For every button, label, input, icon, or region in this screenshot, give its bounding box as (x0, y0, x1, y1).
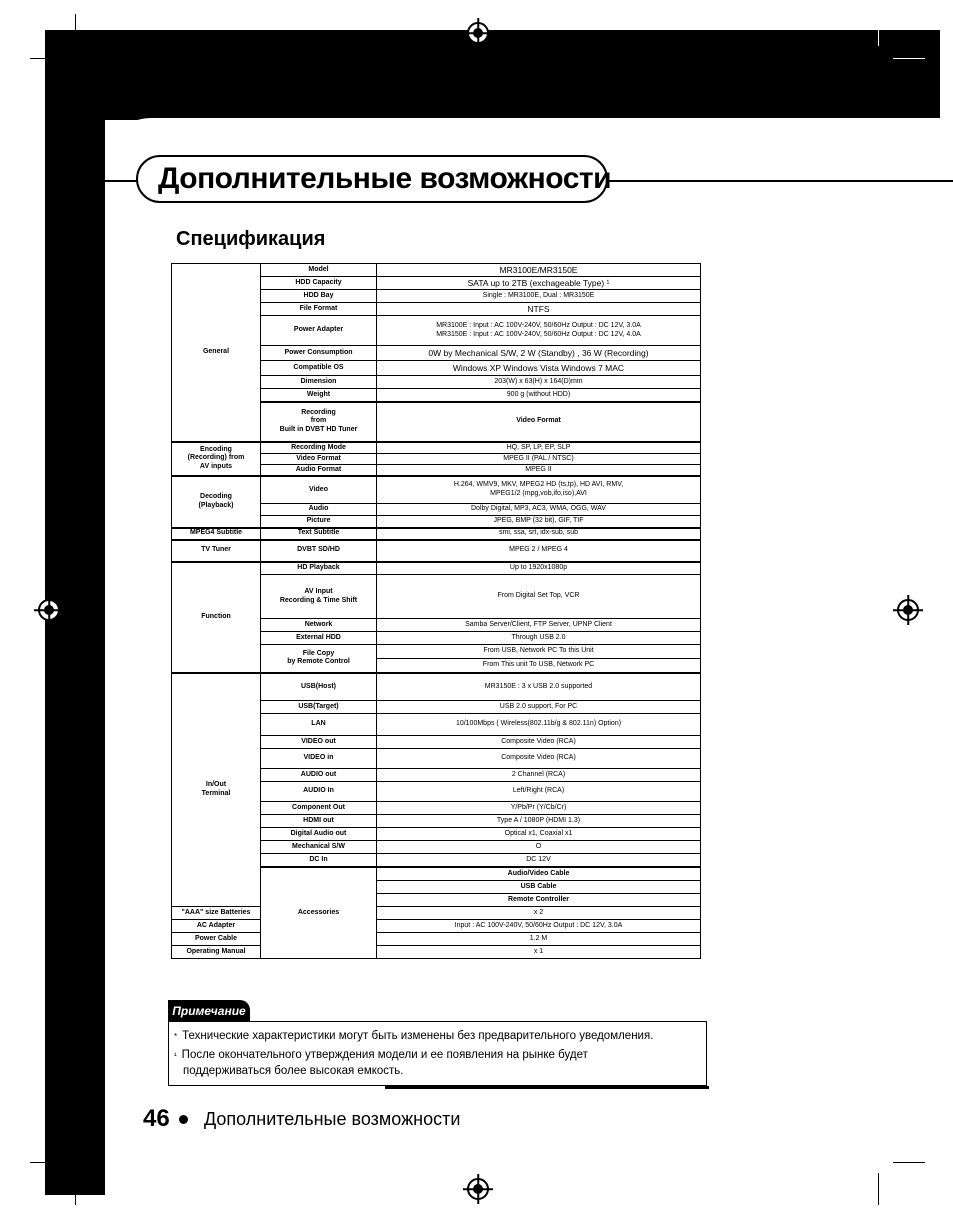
value-cell: SATA up to 2TB (exchageable Type) ¹ (377, 277, 701, 290)
table-row (172, 920, 701, 933)
value-cell: 900 g (without HDD) (377, 389, 701, 402)
item-cell: Power Consumption (261, 346, 377, 361)
crop-mark (75, 14, 76, 46)
page-title: Дополнительные возможности (158, 162, 612, 195)
item-cell: Picture (261, 516, 377, 528)
note-line-2 (174, 1048, 588, 1063)
item-cell: Audio (261, 504, 377, 516)
crop-mark (893, 58, 925, 59)
value-cell: JPEG, BMP (32 bit), GIF, TIF (377, 516, 701, 528)
value-cell: Single : MR3100E, Dual : MR3150E (377, 290, 701, 303)
item-cell: Power Adapter (261, 316, 377, 346)
footnote-mark: ¹ (174, 1051, 177, 1060)
note-line-3 (183, 1064, 404, 1079)
category-cell: Accessories (261, 867, 377, 959)
value-cell: MR3150E : 3 x USB 2.0 supported (377, 673, 701, 701)
value-cell: DC 12V (377, 854, 701, 867)
value-cell: MPEG II (377, 465, 701, 476)
item-cell: USB(Target) (261, 701, 377, 714)
item-cell: Model (261, 264, 377, 277)
specification-table (171, 263, 701, 959)
value-cell: Dolby Digital, MP3, AC3, WMA, OGG, WAV (377, 504, 701, 516)
value-cell: x 1 (377, 946, 701, 959)
item-cell: VIDEO out (261, 736, 377, 749)
value-cell: 2 Channel (RCA) (377, 769, 701, 782)
value-cell: Composite Video (RCA) (377, 736, 701, 749)
registration-mark-icon (467, 22, 489, 44)
value-cell: Through USB 2.0 (377, 632, 701, 645)
item-cell: Digital Audio out (261, 828, 377, 841)
value-cell: H.264, WMV9, MKV, MPEG2 HD (ts,tp), HD AVI, RMV, MPEG1/2 (mpg,vob,ifo,iso),AVI (377, 476, 701, 504)
category-cell: Function (172, 562, 261, 673)
item-cell: Power Cable (172, 933, 261, 946)
item-cell: Video (261, 476, 377, 504)
item-cell: Mechanical S/W (261, 841, 377, 854)
page-number: 46 (143, 1105, 170, 1132)
table-row (172, 442, 701, 454)
item-cell: AUDIO out (261, 769, 377, 782)
value-cell: From Digital Set Top, VCR (377, 575, 701, 619)
category-cell: Encoding (Recording) from AV inputs (172, 442, 261, 476)
value-cell: O (377, 841, 701, 854)
category-cell: Recording from Built in DVBT HD Tuner (261, 402, 377, 442)
bullet-icon (179, 1115, 188, 1124)
value-cell: Input : AC 100V-240V, 50/60Hz Output : DC 12V, 3.0A (377, 920, 701, 933)
category-cell: Decoding (Playback) (172, 476, 261, 528)
value-cell: 1.2 M (377, 933, 701, 946)
value-cell: x 2 (377, 907, 701, 920)
value-cell: 0W by Mechanical S/W, 2 W (Standby) , 36 W (Recording) (377, 346, 701, 361)
value-cell: MPEG II (PAL / NTSC) (377, 454, 701, 465)
crop-mark (893, 1162, 925, 1163)
value-cell: MPEG 2 / MPEG 4 (377, 540, 701, 562)
item-cell: Video Format (377, 402, 701, 442)
item-cell: LAN (261, 714, 377, 736)
title-rule (105, 180, 137, 182)
value-cell: Left/Right (RCA) (377, 782, 701, 802)
category-cell: General (172, 264, 261, 442)
value-cell: 10/100Mbps ( Wireless(802.11b/g & 802.11n) Option) (377, 714, 701, 736)
item-cell: Audio/Video Cable (377, 867, 701, 881)
value-cell: HQ, SP, LP, EP, SLP (377, 442, 701, 454)
footer-section-label: Дополнительные возможности (204, 1109, 461, 1129)
value-cell: MR3100E : Input : AC 100V-240V, 50/60Hz Output : DC 12V, 3.0A MR3150E : Input : AC 100V-240V, 50/60Hz Output : DC 12V, 4.0A (377, 316, 701, 346)
table-row (172, 907, 701, 920)
value-cell: From This unit To USB, Network PC (377, 659, 701, 673)
value-cell: Y/Pb/Pr (Y/Cb/Cr) (377, 802, 701, 815)
item-cell: Dimension (261, 376, 377, 389)
item-cell: DVBT SD/HD (261, 540, 377, 562)
value-cell: smi, ssa, srt, idx-sub, sub (377, 528, 701, 540)
item-cell: Compatible OS (261, 361, 377, 376)
item-cell: AC Adapter (172, 920, 261, 933)
crop-mark (75, 1173, 76, 1205)
note-text: Технические характеристики могут быть изменены без предварительного уведомления. (182, 1030, 654, 1042)
category-cell: TV Tuner (172, 540, 261, 562)
asterisk-mark: * (174, 1032, 178, 1041)
item-cell: HDD Capacity (261, 277, 377, 290)
table-row (172, 562, 701, 575)
item-cell: USB Cable (377, 881, 701, 894)
value-cell: NTFS (377, 303, 701, 316)
crop-mark (878, 14, 879, 46)
item-cell: USB(Host) (261, 673, 377, 701)
table-row (172, 264, 701, 277)
item-cell: Weight (261, 389, 377, 402)
section-heading: Спецификация (176, 228, 326, 250)
item-cell: AUDIO In (261, 782, 377, 802)
title-rule (608, 180, 953, 182)
item-cell: AV Input Recording & Time Shift (261, 575, 377, 619)
table-row (172, 540, 701, 562)
crop-mark (878, 1173, 879, 1205)
item-cell: File Copy by Remote Control (261, 645, 377, 673)
table-row (172, 476, 701, 504)
value-cell: From USB, Network PC To this Unit (377, 645, 701, 659)
item-cell: File Format (261, 303, 377, 316)
registration-mark-icon (38, 599, 60, 621)
note-label: Примечание (168, 1000, 250, 1022)
table-row (172, 933, 701, 946)
category-cell: In/Out Terminal (172, 673, 261, 907)
value-cell: Samba Server/Client, FTP Server, UPNP Client (377, 619, 701, 632)
item-cell: Recording Mode (261, 442, 377, 454)
item-cell: External HDD (261, 632, 377, 645)
registration-mark-icon (897, 599, 919, 621)
item-cell: Network (261, 619, 377, 632)
category-cell: MPEG4 Subtitle (172, 528, 261, 540)
value-cell: Up to 1920x1080p (377, 562, 701, 575)
note-shadow (385, 1086, 709, 1089)
item-cell: HDMI out (261, 815, 377, 828)
note-text: поддерживаться более высокая емкость. (183, 1065, 404, 1077)
item-cell: Video Format (261, 454, 377, 465)
item-cell: Audio Format (261, 465, 377, 476)
note-text: После окончательного утверждения модели и ее появления на рынке будет (181, 1049, 588, 1061)
header-black-band (45, 30, 940, 120)
table-row (172, 946, 701, 959)
crop-mark (30, 1162, 62, 1163)
item-cell: Component Out (261, 802, 377, 815)
item-cell: VIDEO in (261, 749, 377, 769)
table-row (172, 528, 701, 540)
item-cell: HD Playback (261, 562, 377, 575)
crop-mark (30, 58, 62, 59)
value-cell: MR3100E/MR3150E (377, 264, 701, 277)
value-cell: 203(W) x 63(H) x 164(D)mm (377, 376, 701, 389)
value-cell: USB 2.0 support, For PC (377, 701, 701, 714)
registration-mark-icon (467, 1178, 489, 1200)
item-cell: DC In (261, 854, 377, 867)
item-cell: HDD Bay (261, 290, 377, 303)
item-cell: Operating Manual (172, 946, 261, 959)
value-cell: Optical x1, Coaxial x1 (377, 828, 701, 841)
note-line-1 (174, 1029, 653, 1044)
value-cell: Composite Video (RCA) (377, 749, 701, 769)
value-cell: Type A / 1080P (HDMI 1.3) (377, 815, 701, 828)
item-cell: Text Subtitle (261, 528, 377, 540)
value-cell: Windows XP Windows Vista Windows 7 MAC (377, 361, 701, 376)
item-cell: "AAA" size Batteries (172, 907, 261, 920)
table-row (172, 673, 701, 701)
item-cell: Remote Controller (377, 894, 701, 907)
